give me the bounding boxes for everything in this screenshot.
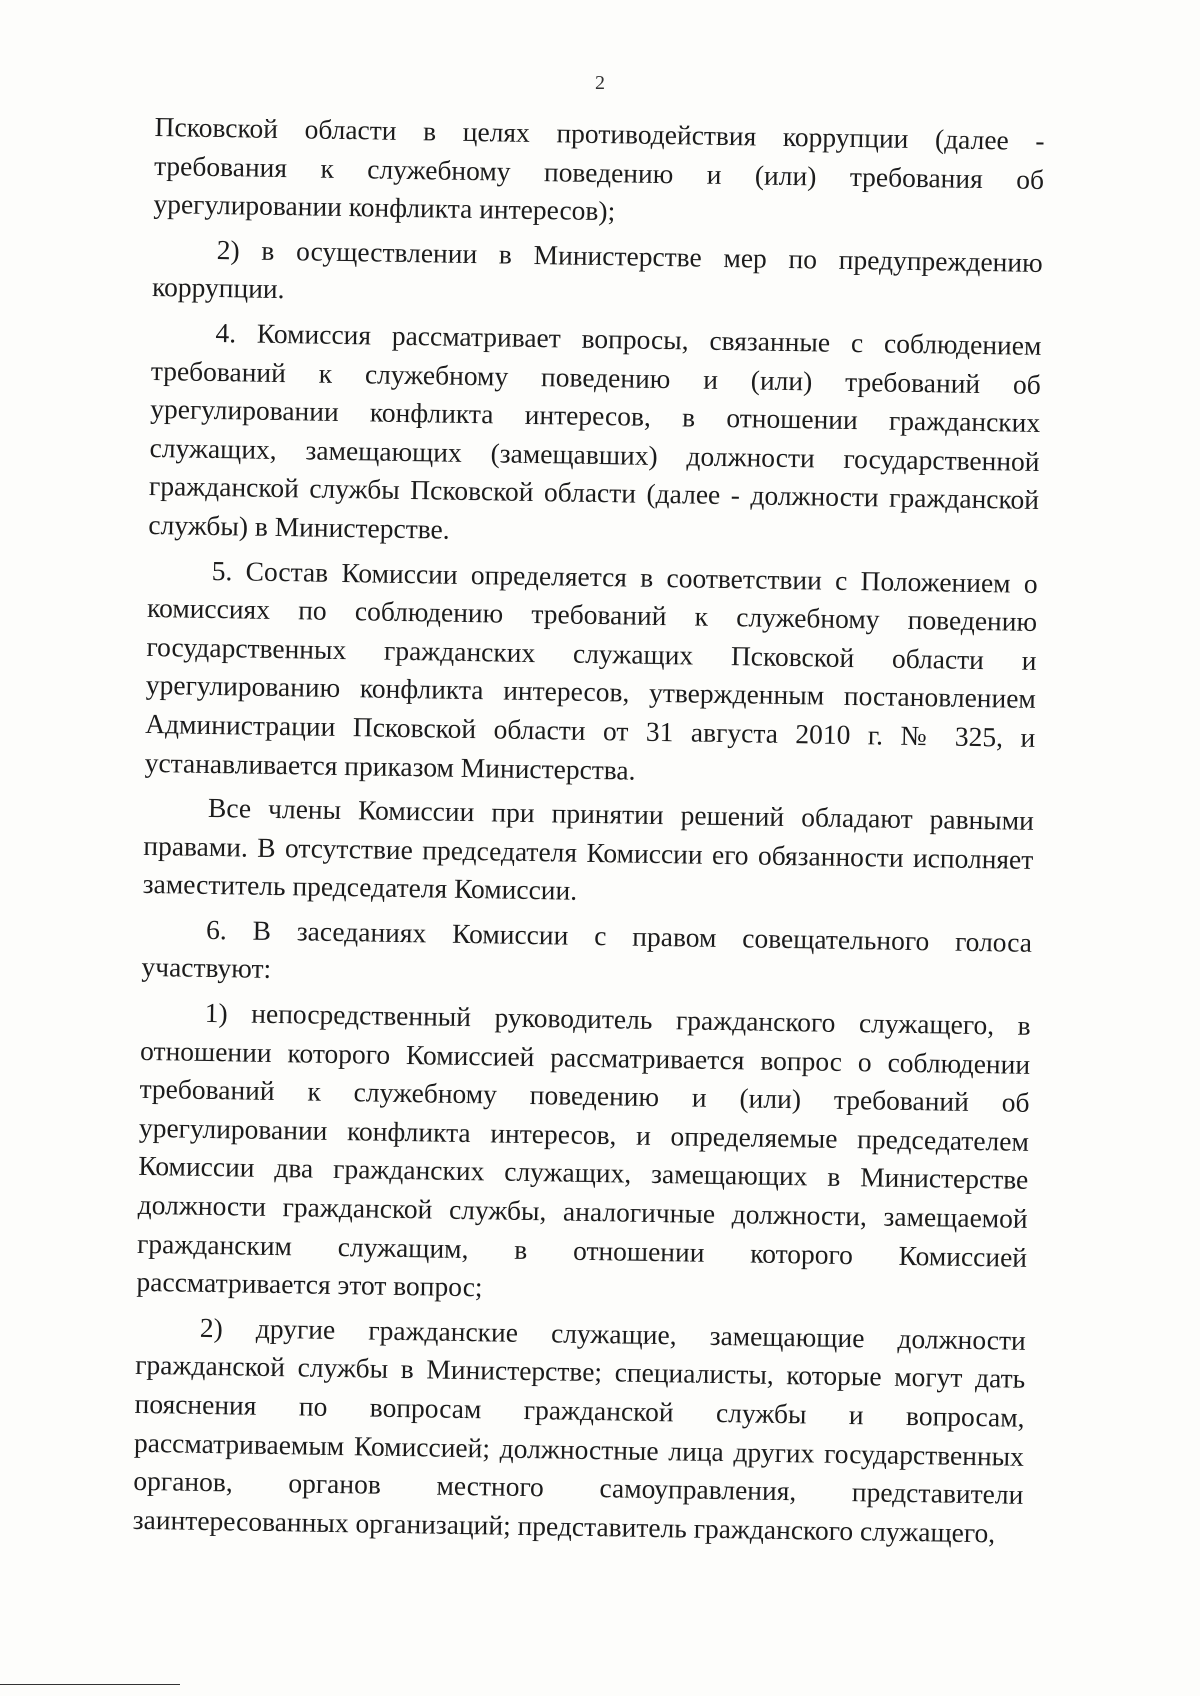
paragraph-participant-2: 2) другие гражданские служащие, замещающие должности гражданской службы в Министерстве; специалисты, которые могут дать пояснения по вопросам гражданской службы и вопросам, рассматриваемым Комиссией; должностные лица других государственных органов, органов местного самоуправления, представители заинтересованных организаций; представитель гражданского служащего, — [132, 1311, 1026, 1549]
paragraph-members: Все члены Комиссии при принятии решений обладают равными правами. В отсутствие председателя Комиссии его обязанности исполняет заместитель председателя Комиссии. — [142, 792, 1035, 907]
paragraph-continuation: Псковской области в целях противодействия коррупции (далее - требования к служебному поведению и (или) требования об урегулировании конфликта интересов); — [153, 110, 1045, 227]
paragraph-section-6: 6. В заседаниях Комиссии с правом совещательного голоса участвуют: — [141, 913, 1033, 985]
paragraph-section-4: 4. Комиссия рассматривает вопросы, связанные с соблюдением требований к служебному поведению и (или) требований об урегулировании конфликта интересов, в отношении гражданских служащих, замещающих (замещавших) должности государственной гражданской службы Псковской области (далее - должности гражданской службы) в Министерстве. — [148, 316, 1042, 545]
paragraph-section-5: 5. Состав Комиссии определяется в соответствии с Положением о комиссиях по соблюдению требований к служебному поведению государственных гражданских служащих Псковской области и урегулированию конфликта интересов, утвержденным постановлением Администрации Псковской области от 31 августа 2010 г. № 325, и устанавливается приказом Министерства. — [144, 554, 1038, 786]
footer-rule — [0, 1684, 180, 1685]
document-body — [132, 108, 1044, 1559]
paragraph-participant-1: 1) непосредственный руководитель гражданского служащего, в отношении которого Комиссией рассматривается вопрос о соблюдении требований к служебному поведению и (или) требований об урегулировании конфликта интересов, и определяемые председателем Комиссии два гражданских служащих, замещающих в Министерстве должности гражданской службы, аналогичные должности, замещаемой гражданским служащим, в отношении которого Комиссией рассматривается этот вопрос; — [136, 996, 1031, 1303]
paragraph-item-2: 2) в осуществлении в Министерстве мер по предупреждению коррупции. — [151, 233, 1043, 305]
page-number: 2 — [595, 72, 605, 94]
